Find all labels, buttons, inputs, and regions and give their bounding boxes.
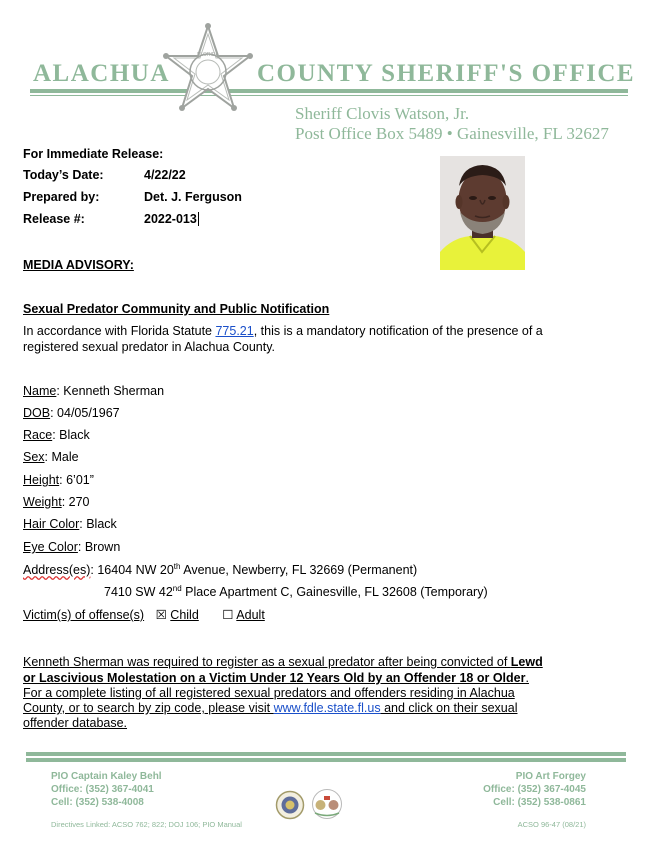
- date-label: Today’s Date:: [23, 168, 104, 182]
- adult-label: Adult: [236, 608, 265, 622]
- hair-color-row: Hair Color: Black: [23, 517, 117, 531]
- release-number-label: Release #:: [23, 212, 85, 226]
- office-address: Post Office Box 5489 • Gainesville, FL 32627: [295, 124, 609, 143]
- child-label: Child: [170, 608, 199, 622]
- sex-row: Sex: Male: [23, 450, 79, 464]
- sheriff-name: Sheriff Clovis Watson, Jr.: [295, 104, 470, 123]
- immediate-release-label: For Immediate Release:: [23, 147, 164, 161]
- calea-seal-icon: [275, 790, 305, 820]
- notice-line-2: registered sexual predator in Alachua County.: [23, 340, 276, 354]
- fdle-link[interactable]: www.fdle.state.fl.us: [273, 701, 381, 715]
- child-checkbox[interactable]: ☒: [155, 608, 167, 622]
- pio-right-cell: Cell: (352) 538-0861: [493, 797, 586, 808]
- notification-title: Sexual Predator Community and Public Notification: [23, 302, 330, 316]
- sheriff-star-seal: [152, 22, 264, 127]
- victims-row: Victim(s) of offense(s) ☒ Child ☐ Adult: [23, 608, 265, 622]
- florida-accreditation-seal-icon: [308, 788, 346, 820]
- directives-linked: Directives Linked: ACSO 762; 822; DOJ 106; PIO Manual: [51, 820, 242, 829]
- form-code: ACSO 96-47 (08/21): [517, 820, 586, 829]
- height-row: Height: 6’01”: [23, 473, 94, 487]
- summary-line-1: Kenneth Sherman was required to register as a sexual predator after being convicted of Lewd: [23, 655, 543, 669]
- pio-left-cell: Cell: (352) 538-4008: [51, 797, 144, 808]
- notice-line-1: In accordance with Florida Statute 775.21, this is a mandatory notification of the presence of a: [23, 324, 543, 338]
- pio-right-office: Office: (352) 367-4045: [483, 784, 586, 795]
- header-county-sheriffs-office: COUNTY SHERIFF'S OFFICE: [257, 60, 636, 87]
- summary-line-5: offender database.: [23, 716, 128, 730]
- summary-line-2: or Lascivious Molestation on a Victim Under 12 Years Old by an Offender 18 or Older.: [23, 671, 529, 685]
- weight-row: Weight: 270: [23, 495, 90, 509]
- header-rule-thin: [30, 95, 628, 96]
- prepared-value: Det. J. Ferguson: [144, 190, 242, 204]
- seal-text: FLORIDA: [197, 52, 219, 58]
- media-advisory-heading: MEDIA ADVISORY:: [23, 258, 134, 272]
- footer-rule-thick-2: [26, 758, 626, 762]
- footer-rule-thick: [26, 752, 626, 756]
- release-number-value: 2022-013: [144, 212, 197, 226]
- dob-row: DOB: 04/05/1967: [23, 406, 120, 420]
- race-row: Race: Black: [23, 428, 90, 442]
- header-rule-thick: [30, 89, 628, 93]
- header-alachua: ALACHUA: [33, 60, 170, 87]
- prepared-label: Prepared by:: [23, 190, 100, 204]
- pio-left-office: Office: (352) 367-4041: [51, 784, 154, 795]
- suspect-photo: [440, 156, 525, 270]
- summary-line-3: For a complete listing of all registered sexual predators and offenders residing in Alachua: [23, 686, 515, 700]
- summary-line-4: County, or to search by zip code, please visit www.fdle.state.fl.us and click on their sexual: [23, 701, 518, 715]
- name-row: Name: Kenneth Sherman: [23, 384, 165, 398]
- statute-link[interactable]: 775.21: [215, 324, 254, 338]
- eye-color-row: Eye Color: Brown: [23, 540, 121, 554]
- pio-left-name: PIO Captain Kaley Behl: [51, 771, 162, 782]
- adult-checkbox[interactable]: ☐: [222, 608, 234, 622]
- date-value: 4/22/22: [144, 168, 186, 182]
- pio-right-name: PIO Art Forgey: [515, 771, 586, 782]
- address-row-2: 7410 SW 42nd Place Apartment C, Gainesville, FL 32608 (Temporary): [104, 584, 488, 600]
- address-row-1: Address(es): 16404 NW 20th Avenue, Newberry, FL 32669 (Permanent): [23, 562, 418, 578]
